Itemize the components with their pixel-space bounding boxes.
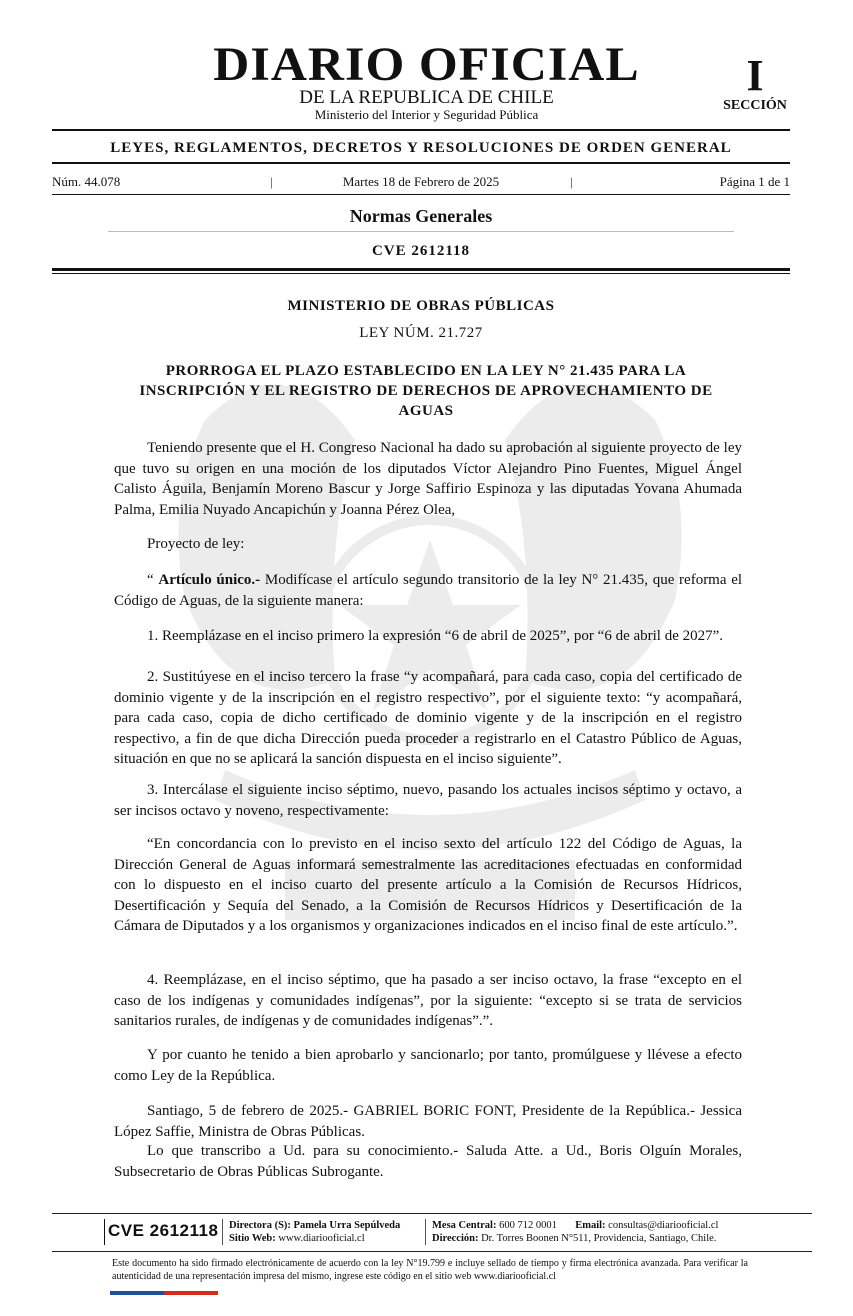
footer-cve-code: CVE 2612118 xyxy=(104,1219,218,1245)
section-label: SECCIÓN xyxy=(723,98,787,113)
newspaper-subtitle: DE LA REPUBLICA DE CHILE xyxy=(299,87,554,108)
category-heading: Normas Generales xyxy=(349,206,493,226)
law-title: PRORROGA EL PLAZO ESTABLECIDO EN LA LEY N° 21.435 PARA LA INSCRIPCIÓN Y EL REGISTRO DE DERECHOS DE APROVECHAMIENTO DE AGUAS xyxy=(139,363,713,419)
ministry-line: Ministerio del Interior y Seguridad Pública xyxy=(314,107,539,122)
footer-top-rule xyxy=(52,1213,812,1214)
address-value: Dr. Torres Boonen N°511, Providencia, Santiago, Chile. xyxy=(481,1233,717,1244)
item-3-paragraph: 3. Intercálase el siguiente inciso séptimo, nuevo, pasando los actuales incisos séptimo y octavo, a ser incisos octavo y noveno, respectivamente: xyxy=(114,782,742,819)
item-3-quoted-paragraph: “En concordancia con lo previsto en el inciso sexto del artículo 122 del Código de Aguas, la Dirección General de Aguas informará semestralmente las acreditaciones efectuadas en conformidad con lo dispuesto en el inciso cuarto del presente artículo a la Comisión de Recursos Hídricos, Desertificación y Sequía del Senado, a la Comisión de Recursos Hídricos y Desertificación de la Cámara de Diputados y a los organismos y organizaciones indicados en el inciso final de este artículo.”. xyxy=(114,836,742,934)
info-separator: | xyxy=(270,174,273,189)
promulgation-paragraph: Y por cuanto he tenido a bien aprobarlo y sancionarlo; por tanto, promúlguese y llévese a efecto como Ley de la República. xyxy=(114,1047,742,1084)
item-2-paragraph: 2. Sustitúyese en el inciso tercero la frase “y acompañará, para cada caso, copia del certificado de dominio vigente y de la inscripción en el registro respectivo”, por el siguiente texto: “y acompañará, para cada caso, copia de dicho certificado de dominio vigente y de la inscripción en el registro respectivo, a fin de que dicha Dirección pueda proceder a registrarlo en el Catastro Público de Aguas, situación en que no se aplicará la sanción dispuesta en el inciso siguiente”. xyxy=(114,669,742,767)
preamble-paragraph: Teniendo presente que el H. Congreso Nacional ha dado su aprobación al siguiente proyecto de ley que tuvo su origen en una moción de los diputados Víctor Alejandro Pino Fuentes, Miguel Ángel Calisto Águila, Benjamín Moreno Bascur y Jorge Saffirio Espinoza y las diputadas Yovana Ahumada Palma, Emilia Nuyado Ancapichún y Joanna Pérez Olea, xyxy=(114,440,742,518)
section-rule xyxy=(52,162,790,164)
issue-info-bar xyxy=(52,172,790,192)
article-intro-text: Modifícase el artículo segundo transitorio de la ley N° 21.435, que reforma el Código de Aguas, de la siguiente manera: xyxy=(114,572,743,609)
phone-value: 600 712 0001 xyxy=(499,1220,557,1231)
newspaper-title: DIARIO OFICIAL xyxy=(213,38,640,91)
email-link[interactable]: consultas@diariooficial.cl xyxy=(608,1220,719,1231)
web-link[interactable]: www.diariooficial.cl xyxy=(278,1233,365,1244)
web-label: Sitio Web: xyxy=(229,1233,276,1244)
item-1-paragraph: 1. Reemplázase en el inciso primero la expresión “6 de abril de 2025”, por “6 de abril de 2027”. xyxy=(147,628,724,644)
article-heading: Artículo único.- xyxy=(158,572,261,588)
header-bottom-rule-thin xyxy=(52,273,790,274)
footer-divider xyxy=(222,1219,223,1245)
flag-blue-segment xyxy=(110,1291,164,1295)
footer-divider xyxy=(425,1219,426,1245)
footer-director-block xyxy=(229,1219,400,1245)
top-rule xyxy=(52,129,790,131)
info-separator: | xyxy=(570,174,573,189)
law-number: LEY NÚM. 21.727 xyxy=(359,325,483,341)
page-indicator: Página 1 de 1 xyxy=(719,174,790,189)
header-bottom-rule xyxy=(52,268,790,271)
section-number: I xyxy=(746,51,764,100)
open-quote: “ xyxy=(147,572,154,588)
flag-color-bar xyxy=(110,1291,218,1295)
director-label: Directora (S): xyxy=(229,1220,291,1231)
article-intro-paragraph xyxy=(114,570,742,611)
address-label: Dirección: xyxy=(432,1233,479,1244)
footer-contact-block xyxy=(432,1219,718,1245)
closing-paragraph: Lo que transcribo a Ud. para su conocimiento.- Saluda Atte. a Ud., Boris Olguín Morales, Subsecretario de Obras Públicas Subrogante. xyxy=(114,1143,742,1180)
email-label: Email: xyxy=(575,1220,606,1231)
flag-red-segment xyxy=(164,1291,218,1295)
issuing-ministry: MINISTERIO DE OBRAS PÚBLICAS xyxy=(287,298,555,314)
info-rule xyxy=(52,194,790,195)
legal-notice: Este documento ha sido firmado electrónicamente de acuerdo con la ley N°19.799 e incluye sellado de tiempo y firma electrónica avanzada. Para verificar la autenticidad de una representación impresa del mismo, ingrese este código en el sitio web www.diariooficial.cl xyxy=(112,1258,748,1282)
signature-paragraph: Santiago, 5 de febrero de 2025.- GABRIEL BORIC FONT, Presidente de la República.- Jessica López Saffie, Ministra de Obras Públicas. xyxy=(114,1103,742,1140)
issue-number: Núm. 44.078 xyxy=(52,174,121,189)
issue-date: Martes 18 de Febrero de 2025 xyxy=(342,174,500,189)
category-divider xyxy=(108,231,734,232)
section-title: LEYES, REGLAMENTOS, DECRETOS Y RESOLUCIONES DE ORDEN GENERAL xyxy=(110,140,732,156)
masthead xyxy=(0,38,853,128)
cve-code: CVE 2612118 xyxy=(371,243,471,259)
project-label: Proyecto de ley: xyxy=(147,536,245,552)
footer-bottom-rule xyxy=(52,1251,812,1252)
item-4-paragraph: 4. Reemplázase, en el inciso séptimo, que ha pasado a ser inciso octavo, la frase “excepto en el caso de los indígenas y comunidades indígenas”, por la siguiente: “excepto si se trata de servicios sanitarios rurales, de indígenas y de comunidades indígenas”.”. xyxy=(114,972,742,1029)
phone-label: Mesa Central: xyxy=(432,1220,497,1231)
director-name: Pamela Urra Sepúlveda xyxy=(293,1220,401,1231)
